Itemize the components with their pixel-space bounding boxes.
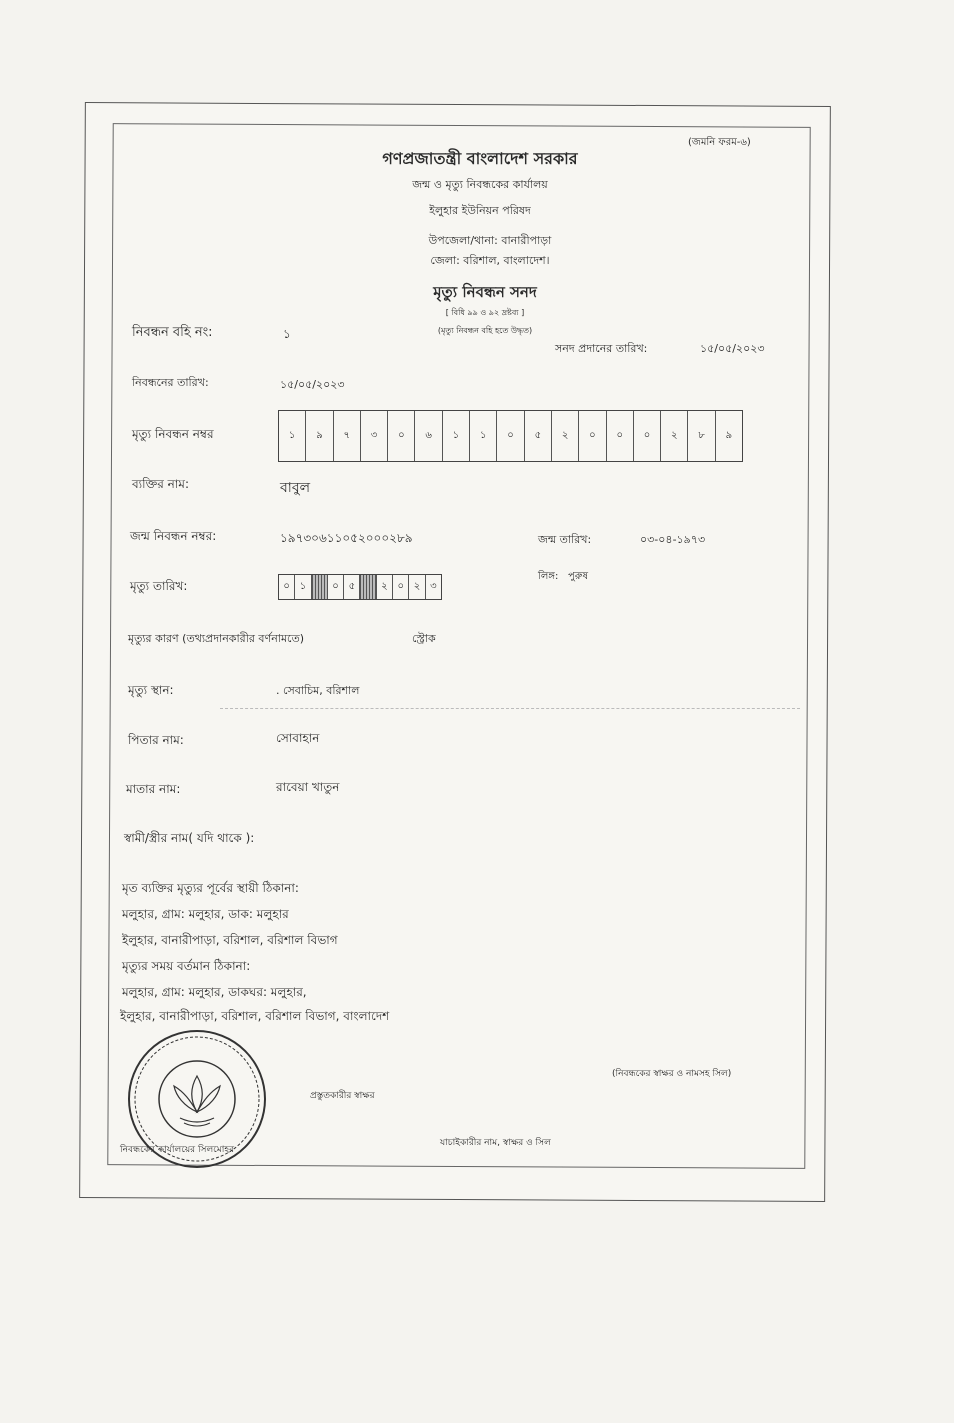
sex-value: পুরুষ — [568, 571, 588, 582]
mother-value: রাবেয়া খাতুন — [276, 780, 340, 794]
death-reg-no-digit: ৬ — [415, 411, 442, 461]
death-date-digit: ০ — [279, 575, 295, 599]
death-reg-no-digit: ৮ — [688, 411, 715, 461]
birth-date-value: ০৩-০৪-১৯৭৩ — [640, 533, 706, 546]
cause-label: মৃত্যুর কারণ (তথ্যপ্রদানকারীর বর্ণনামতে) — [128, 632, 305, 645]
rule-note-2: (মৃত্যু নিবন্ধন বহি হতে উদ্ধৃত) — [437, 326, 533, 335]
union-name: ইলুহার ইউনিয়ন পরিষদ — [429, 204, 531, 217]
current-address-label: মৃত্যুর সময় বর্তমান ঠিকানা: — [122, 959, 251, 973]
death-reg-no-digit: ২ — [552, 411, 579, 461]
birth-date-label: জন্ম তারিখ: — [538, 533, 592, 546]
death-reg-no-digit: ০ — [607, 411, 634, 461]
spouse-label: স্বামী/স্ত্রীর নাম( যদি থাকে ): — [124, 831, 255, 845]
union-parishad-seal-icon — [124, 1026, 270, 1172]
death-reg-no-digit: ২ — [661, 411, 688, 461]
place-label: মৃত্যু স্থান: — [128, 683, 174, 697]
registrar-signature-label: (নিবন্ধকের স্বাক্ষর ও নামসহ সিল) — [612, 1069, 732, 1079]
birth-reg-no-value: ১৯৭৩০৬১১০৫২০০০২৮৯ — [280, 531, 413, 545]
death-reg-no-digit: ১ — [279, 411, 306, 461]
cause-value: স্ট্রোক — [412, 632, 436, 645]
death-reg-no-digit: ০ — [388, 411, 415, 461]
death-reg-no-digit: ৫ — [525, 411, 552, 461]
government-title: গণপ্রজাতন্ত্রী বাংলাদেশ সরকার — [382, 149, 578, 168]
death-reg-no-digit: ৯ — [306, 411, 333, 461]
fold-crease — [220, 708, 800, 711]
death-date-digit: ২ — [409, 575, 425, 599]
preparer-signature-label: প্রস্তুতকারীর স্বাক্ষর — [310, 1091, 375, 1101]
current-address-line-1: মলুহার, গ্রাম: মলুহার, ডাকঘর: মলুহার, — [122, 985, 307, 999]
name-label: ব্যক্তির নাম: — [132, 477, 190, 491]
date-separator — [312, 575, 328, 599]
certificate-title: মৃত্যু নিবন্ধন সনদ — [433, 283, 537, 301]
death-reg-no-label: মৃত্যু নিবন্ধন নম্বর — [132, 427, 214, 441]
death-reg-no-digit: ০ — [579, 411, 606, 461]
death-date-digit: ০ — [393, 575, 409, 599]
death-reg-no-digit: ১ — [443, 411, 470, 461]
death-reg-no-digit: ০ — [634, 411, 661, 461]
death-reg-no-digit: ৭ — [334, 411, 361, 461]
upazila-name: উপজেলা/থানা: বানারীপাড়া — [428, 234, 552, 247]
death-reg-no-digit: ৯ — [725, 429, 733, 441]
issue-date-label: সনদ প্রদানের তারিখ: — [555, 342, 648, 355]
death-date-boxes — [278, 574, 442, 600]
death-date-digit: ০ — [328, 575, 344, 599]
current-address-line-2: ইলুহার, বানারীপাড়া, বরিশাল, বরিশাল বিভাগ, বাংলাদেশ — [120, 1009, 390, 1023]
permanent-address-line-2: ইলুহার, বানারীপাড়া, বরিশাল, বরিশাল বিভাগ — [122, 933, 338, 947]
death-reg-no-digit: ৩ — [361, 411, 388, 461]
office-name: জন্ম ও মৃত্যু নিবন্ধকের কার্যালয় — [412, 178, 548, 191]
death-reg-no-boxes — [278, 410, 743, 462]
sex-label: লিঙ্গ: — [538, 571, 559, 582]
verifier-signature-label: যাচাইকারীর নাম, স্বাক্ষর ও সিল — [440, 1138, 551, 1148]
issue-date-value: ১৫/০৫/২০২৩ — [700, 342, 765, 355]
name-value: বাবুল — [280, 480, 311, 496]
permanent-address-label: মৃত ব্যক্তির মৃত্যুর পূর্বের স্থায়ী ঠিকানা: — [122, 881, 299, 895]
rule-note: [ বিধি ৯৯ ও ৯২ দ্রষ্টব্য ] — [445, 308, 525, 317]
death-reg-no-digit: ০ — [497, 411, 524, 461]
reg-date-value: ১৫/০৫/২০২৩ — [280, 378, 345, 391]
place-value: . সেবাচিম, বরিশাল — [276, 684, 360, 697]
death-date-label: মৃত্যু তারিখ: — [130, 579, 188, 593]
father-label: পিতার নাম: — [128, 733, 184, 747]
form-number: (জমনি ফরম-৬) — [688, 137, 751, 148]
death-date-digit: ৩ — [430, 580, 437, 592]
father-value: সোবাহান — [276, 731, 320, 745]
reg-date-label: নিবন্ধনের তারিখ: — [132, 376, 209, 389]
death-date-digit: ৫ — [344, 575, 360, 599]
district-name: জেলা: বরিশাল, বাংলাদেশ। — [430, 254, 550, 267]
birth-reg-no-label: জন্ম নিবন্ধন নম্বর: — [130, 529, 217, 543]
death-date-digit: ১ — [295, 575, 311, 599]
death-date-digit: ২ — [377, 575, 393, 599]
mother-label: মাতার নাম: — [126, 782, 181, 796]
date-separator — [360, 575, 376, 599]
registrar-seal-label: নিবন্ধকের কার্যালয়ের সিলমোহর — [120, 1145, 235, 1155]
death-reg-no-digit: ১ — [470, 411, 497, 461]
book-no-value: ১ — [283, 327, 291, 341]
permanent-address-line-1: মলুহার, গ্রাম: মলুহার, ডাক: মলুহার — [122, 907, 289, 921]
book-no-label: নিবন্ধন বহি নং: — [132, 325, 213, 340]
